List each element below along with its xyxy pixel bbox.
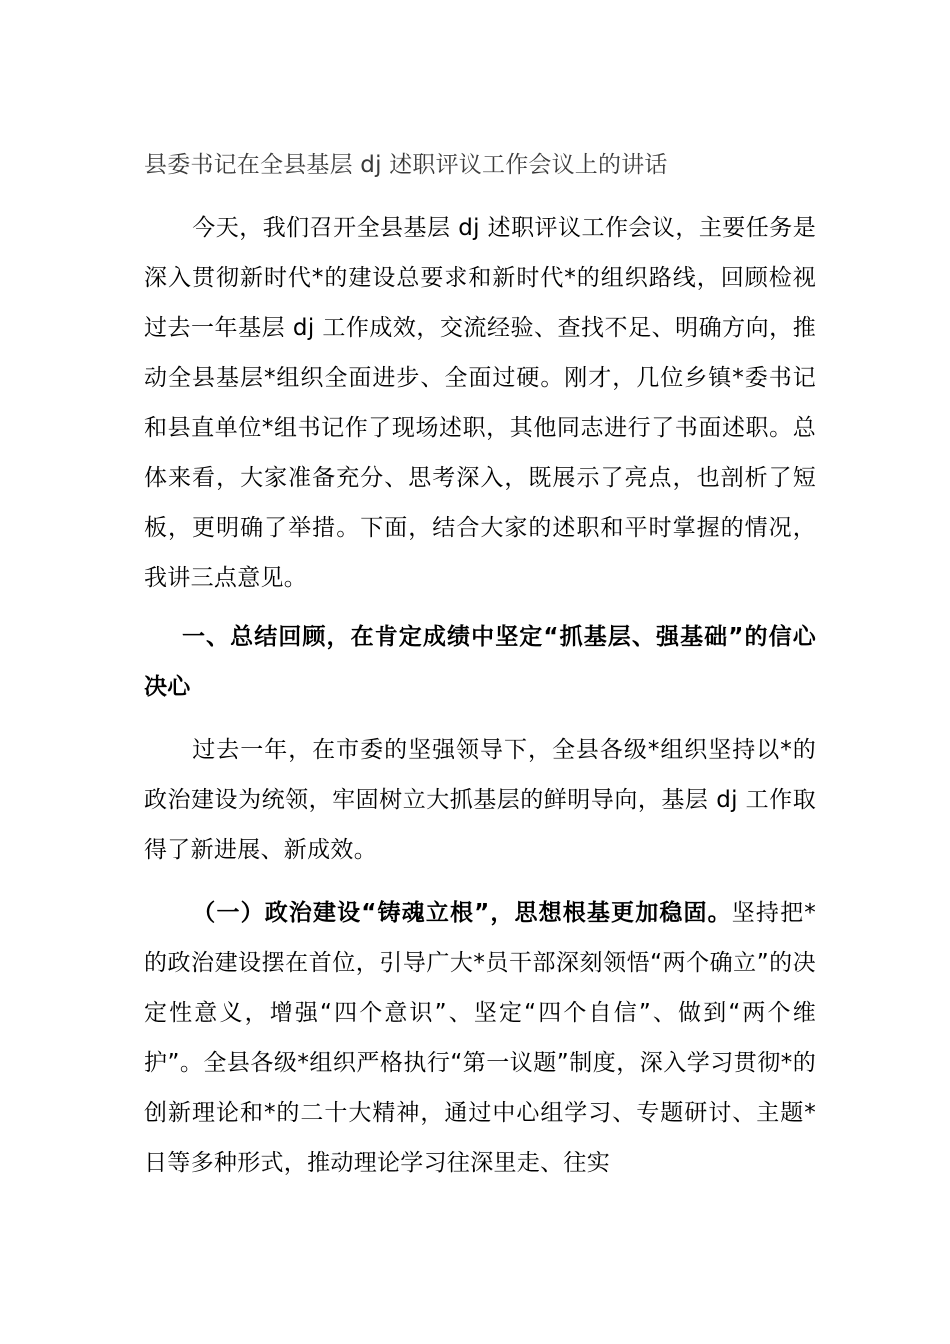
section-1-paragraph: 过去一年，在市委的坚强领导下，全县各级*组织坚持以*的政治建设为统领，牢固树立大抓基层的鲜明导向，基层 dj 工作取得了新进展、新成效。 xyxy=(144,737,816,863)
subsection-1-paragraph xyxy=(144,888,816,1188)
section-1 xyxy=(144,612,816,712)
subsection-1 xyxy=(144,888,816,1188)
subsection-1-lead: （一）政治建设“铸魂立根”，思想根基更加稳固。 xyxy=(192,900,732,926)
intro-section xyxy=(144,203,816,603)
intro-paragraph: 今天，我们召开全县基层 dj 述职评议工作会议，主要任务是深入贯彻新时代*的建设总要求和新时代*的组织路线，回顾检视过去一年基层 dj 工作成效，交流经验、查找不足、明确方向，推动全县基层*组织全面进步、全面过硬。刚才，几位乡镇*委书记和县直单位*组书记作了现场述职，其他同志进行了书面述职。总体来看，大家准备充分、思考深入，既展示了亮点，也剖析了短板，更明确了举措。下面，结合大家的述职和平时掌握的情况，我讲三点意见。 xyxy=(144,215,816,591)
document-title: 县委书记在全县基层 dj 述职评议工作会议上的讲话 xyxy=(144,152,668,178)
section-1-heading: 一、总结回顾，在肯定成绩中坚定“抓基层、强基础”的信心决心 xyxy=(144,624,816,700)
subsection-1-body: 坚持把*的政治建设摆在首位，引导广大*员干部深刻领悟“两个确立”的决定性意义，增强“四个意识”、坚定“四个自信”、做到“两个维护”。全县各级*组织严格执行“第一议题”制度，深入学习贯彻*的创新理论和*的二十大精神，通过中心组学习、专题研讨、主题*日等多种形式，推动理论学习往深里走、往实 xyxy=(144,900,817,1176)
section-1-body xyxy=(144,725,816,875)
